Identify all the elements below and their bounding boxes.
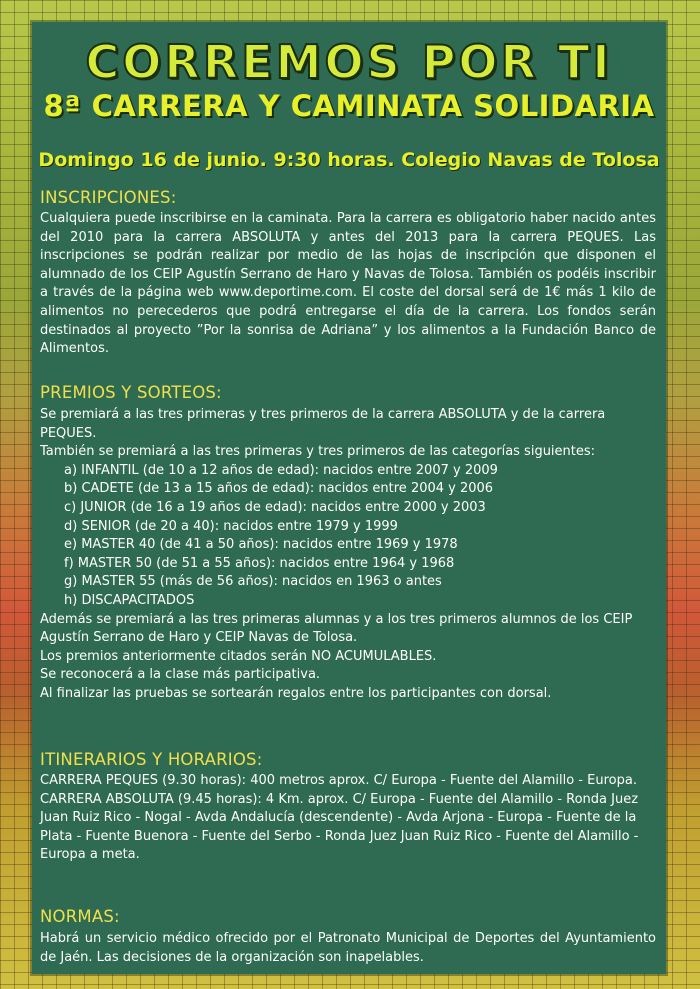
premios-block — [40, 406, 656, 704]
premios-intro-1: Se premiará a las tres primeras y tres primeros de la carrera ABSOLUTA y de la carrera PEQUES. — [40, 407, 606, 441]
category-item: h) DISCAPACITADOS — [64, 592, 195, 608]
poster-panel — [32, 22, 666, 974]
premios-heading: PREMIOS Y SORTEOS: — [40, 383, 222, 402]
category-item: f) MASTER 50 (de 51 a 55 años): nacidos entre 1964 y 1968 — [64, 555, 455, 571]
category-item: a) INFANTIL (de 10 a 12 años de edad): nacidos entre 2007 y 2009 — [64, 462, 498, 478]
category-item: b) CADETE (de 13 a 15 años de edad): nacidos entre 2004 y 2006 — [64, 481, 494, 497]
poster-subtitle: 8ª CARRERA Y CAMINATA SOLIDARIA — [43, 89, 655, 123]
premios-extra-3: Se reconocerá a la clase más participativa. — [40, 667, 321, 683]
itinerarios-heading: ITINERARIOS Y HORARIOS: — [40, 750, 263, 769]
itinerarios-block — [40, 772, 656, 865]
normas-heading: NORMAS: — [40, 907, 120, 926]
category-item: g) MASTER 55 (más de 56 años): nacidos en 1963 o antes — [64, 574, 442, 590]
category-item: e) MASTER 40 (de 41 a 50 años): nacidos entre 1969 y 1978 — [64, 537, 458, 553]
inscripciones-heading: INSCRIPCIONES: — [40, 188, 177, 207]
inscripciones-text: Cualquiera puede inscribirse en la caminata. Para la carrera es obligatorio haber nacido antes del 2010 para la carrera ABSOLUTA y antes del 2013 para la carrera PEQUES. Las inscripciones se podrán realizar por medio de las hojas de inscripción que disponen el alumnado de los CEIP Agustín Serrano de Haro y Navas de Tolosa. También os podéis inscribir a través de la página web www.deportime.com. El coste del dorsal será de 1€ más 1 kilo de alimentos no perecederos que podrá entregarse el día de la carrera. Los fondos serán destinados al proyecto ”Por la sonrisa de Adriana” y los alimentos a la Fundación Banco de Alimentos. — [40, 211, 656, 357]
category-item: c) JUNIOR (de 16 a 19 años de edad): nacidos entre 2000 y 2003 — [64, 499, 486, 515]
premios-extra-4: Al finalizar las pruebas se sortearán regalos entre los participantes con dorsal. — [40, 685, 552, 701]
event-info: Domingo 16 de junio. 9:30 horas. Colegio Navas de Tolosa — [38, 149, 660, 171]
itinerario-peques: CARRERA PEQUES (9.30 horas): 400 metros aprox. C/ Europa - Fuente del Alamillo - Europa. — [40, 773, 637, 788]
itinerario-absoluta: CARRERA ABSOLUTA (9.45 horas): 4 Km. aprox. C/ Europa - Fuente del Alamillo - Ronda Juez Juan Ruiz Rico - Nogal - Avda Andalucía (descendente) - Avda Arjona - Europa - Fuente de la Plata - Fuente Buenora - Fuente del Serbo - Ronda Juez Juan Ruiz Rico - Fuente del Alamillo - Europa a meta. — [40, 791, 639, 863]
poster-title: CORREMOS POR TI — [85, 35, 613, 89]
premios-intro-2: También se premiará a las tres primeras y tres primeros de las categorías siguientes: — [40, 444, 596, 460]
category-item: d) SENIOR (de 20 a 40): nacidos entre 1979 y 1999 — [64, 518, 398, 534]
premios-extra-1: Además se premiará a las tres primeras alumnas y a los tres primeros alumnos de los CEIP Agustín Serrano de Haro y CEIP Navas de Tolosa. — [40, 611, 633, 646]
premios-extra-2: Los premios anteriormente citados serán NO ACUMULABLES. — [40, 648, 437, 664]
normas-text: Habrá un servicio médico ofrecido por el Patronato Municipal de Deportes del Ayuntamiento de Jaén. Las decisiones de la organización son inapelables. — [40, 931, 656, 965]
